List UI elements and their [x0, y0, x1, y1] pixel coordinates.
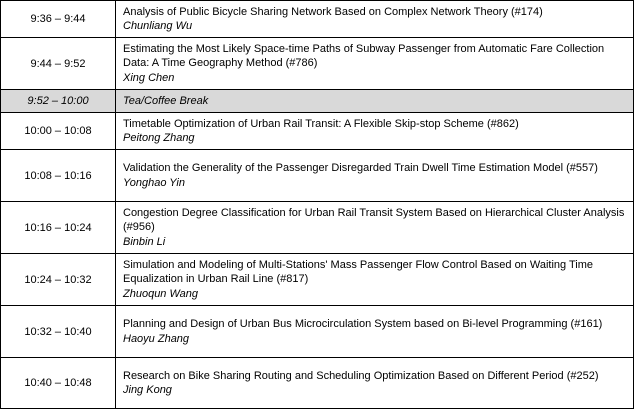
paper-title: Analysis of Public Bicycle Sharing Network Based on Complex Network Theory (#174) — [123, 5, 543, 18]
session-cell — [116, 254, 634, 306]
table-row — [1, 202, 634, 254]
presenter-name: Yonghao Yin — [123, 176, 185, 189]
session-time: 9:44 – 9:52 — [1, 38, 116, 90]
presenter-name: Chunliang Wu — [123, 20, 193, 32]
presenter-name: Binbin Li — [123, 235, 166, 248]
table-row — [1, 1, 634, 38]
session-time: 10:40 – 10:48 — [1, 358, 116, 409]
presenter-name: Jing Kong — [123, 384, 172, 396]
session-cell — [116, 202, 634, 254]
break-label: Tea/Coffee Break — [123, 94, 209, 107]
paper-title: Planning and Design of Urban Bus Microcirculation System based on Bi-level Programming (#161) — [123, 318, 603, 330]
table-row — [1, 254, 634, 306]
break-time: 9:52 – 10:00 — [1, 90, 116, 113]
session-time: 10:00 – 10:08 — [1, 113, 116, 150]
session-cell — [116, 150, 634, 202]
presenter-name: Xing Chen — [123, 71, 175, 84]
table-row — [1, 150, 634, 202]
break-row — [1, 90, 634, 113]
break-cell — [116, 90, 634, 113]
session-time: 10:08 – 10:16 — [1, 150, 116, 202]
session-time: 10:32 – 10:40 — [1, 306, 116, 358]
session-time: 10:16 – 10:24 — [1, 202, 116, 254]
presenter-name: Zhuoqun Wang — [123, 287, 199, 300]
paper-title: Validation the Generality of the Passenger Disregarded Train Dwell Time Estimation Model (#557) — [123, 162, 598, 174]
paper-title: Congestion Degree Classification for Urban Rail Transit System Based on Hierarchical Cluster Analysis (#956) — [123, 206, 625, 234]
presenter-name: Haoyu Zhang — [123, 332, 190, 345]
session-cell — [116, 1, 634, 38]
session-time: 10:24 – 10:32 — [1, 254, 116, 306]
paper-title: Timetable Optimization of Urban Rail Transit: A Flexible Skip-stop Scheme (#862) — [123, 117, 519, 130]
paper-title: Research on Bike Sharing Routing and Scheduling Optimization Based on Different Period (#252) — [123, 369, 599, 382]
paper-title: Simulation and Modeling of Multi-Stations' Mass Passenger Flow Control Based on Waiting Time Equalization in Urban Rail Line (#817) — [123, 258, 594, 286]
session-cell — [116, 113, 634, 150]
table-row — [1, 113, 634, 150]
presenter-name: Peitong Zhang — [123, 132, 195, 144]
table-row — [1, 38, 634, 90]
table-row — [1, 306, 634, 358]
paper-title: Estimating the Most Likely Space-time Paths of Subway Passenger from Automatic Fare Collection Data: A Time Geography Method (#786) — [123, 42, 605, 70]
session-cell — [116, 306, 634, 358]
table-row — [1, 358, 634, 409]
session-time: 9:36 – 9:44 — [1, 1, 116, 38]
session-cell — [116, 358, 634, 409]
session-cell — [116, 38, 634, 90]
